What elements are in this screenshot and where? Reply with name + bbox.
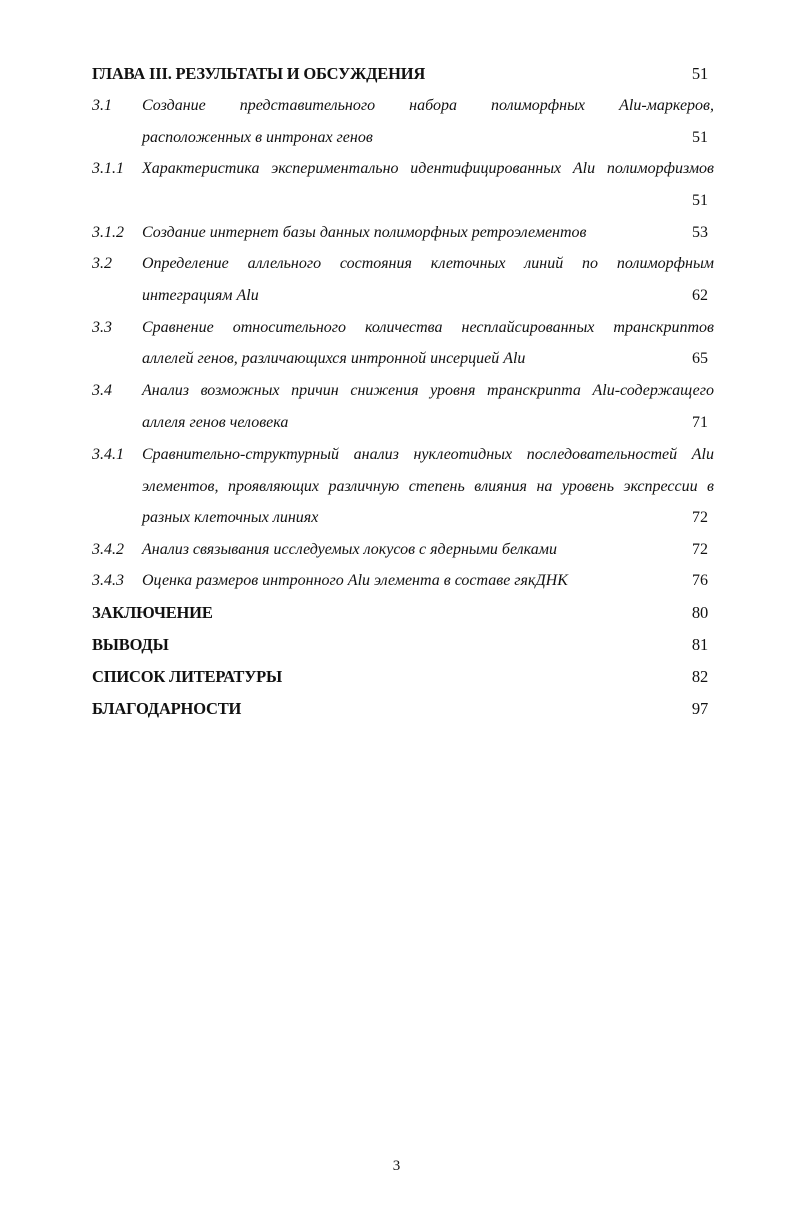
entry-text: расположенных в интронах генов bbox=[142, 129, 373, 146]
entry-number: 3.1 bbox=[92, 97, 112, 114]
entry-page: 76 bbox=[692, 572, 708, 589]
entry-text: Анализ возможных причин снижения уровня транскрипта Alu-содержащего bbox=[142, 382, 714, 399]
entry-page: 51 bbox=[692, 192, 708, 209]
section-page: 82 bbox=[691, 667, 708, 686]
entry-text: Определение аллельного состояния клеточных линий по полиморфным bbox=[142, 255, 714, 272]
entry-text: разных клеточных линиях bbox=[142, 509, 319, 526]
section-title: БЛАГОДАРНОСТИ bbox=[92, 699, 242, 718]
chapter-title: ГЛАВА III. РЕЗУЛЬТАТЫ И ОБСУЖДЕНИЯ bbox=[92, 64, 426, 83]
section-page: 80 bbox=[691, 603, 708, 622]
section-page: 97 bbox=[691, 699, 708, 718]
section-title: СПИСОК ЛИТЕРАТУРЫ bbox=[92, 667, 282, 686]
section-title: ЗАКЛЮЧЕНИЕ bbox=[92, 603, 213, 622]
entry-page: 72 bbox=[692, 509, 708, 526]
entry-number: 3.4.3 bbox=[92, 572, 124, 589]
entry-page: 51 bbox=[692, 129, 708, 146]
entry-page: 72 bbox=[692, 541, 708, 558]
page-number: 3 bbox=[392, 1158, 401, 1174]
entry-text: Создание представительного набора полиморфных Alu-маркеров, bbox=[142, 97, 714, 114]
entry-text: Сравнительно-структурный анализ нуклеотидных последовательностей Alu bbox=[142, 446, 714, 463]
entry-text: Характеристика экспериментально идентифицированных Alu полиморфизмов bbox=[142, 160, 714, 177]
entry-text: Создание интернет базы данных полиморфных ретроэлементов bbox=[142, 224, 587, 241]
entry-page: 62 bbox=[692, 287, 708, 304]
entry-number: 3.3 bbox=[92, 319, 112, 336]
entry-text: интеграциям Alu bbox=[142, 287, 259, 304]
entry-page: 65 bbox=[692, 350, 708, 367]
entry-number: 3.4.1 bbox=[92, 446, 124, 463]
entry-number: 3.4 bbox=[92, 382, 112, 399]
section-page: 81 bbox=[691, 635, 708, 654]
entry-text: Анализ связывания исследуемых локусов с ядерными белками bbox=[142, 541, 557, 558]
entry-number: 3.2 bbox=[92, 255, 112, 272]
entry-page: 71 bbox=[692, 414, 708, 431]
entry-text: аллеля генов человека bbox=[142, 414, 289, 431]
entry-number: 3.4.2 bbox=[92, 541, 124, 558]
entry-number: 3.1.2 bbox=[92, 224, 124, 241]
chapter-page: 51 bbox=[691, 64, 708, 83]
entry-text: Сравнение относительного количества несплайсированных транскриптов bbox=[142, 319, 714, 336]
entry-number: 3.1.1 bbox=[92, 160, 124, 177]
entry-page: 53 bbox=[692, 224, 708, 241]
section-title: ВЫВОДЫ bbox=[92, 635, 169, 654]
entry-text: Оценка размеров интронного Alu элемента в составе гякДНК bbox=[142, 572, 568, 589]
entry-text: элементов, проявляющих различную степень влияния на уровень экспрессии в bbox=[142, 478, 714, 495]
entry-text: аллелей генов, различающихся интронной инсерцией Alu bbox=[142, 350, 526, 367]
